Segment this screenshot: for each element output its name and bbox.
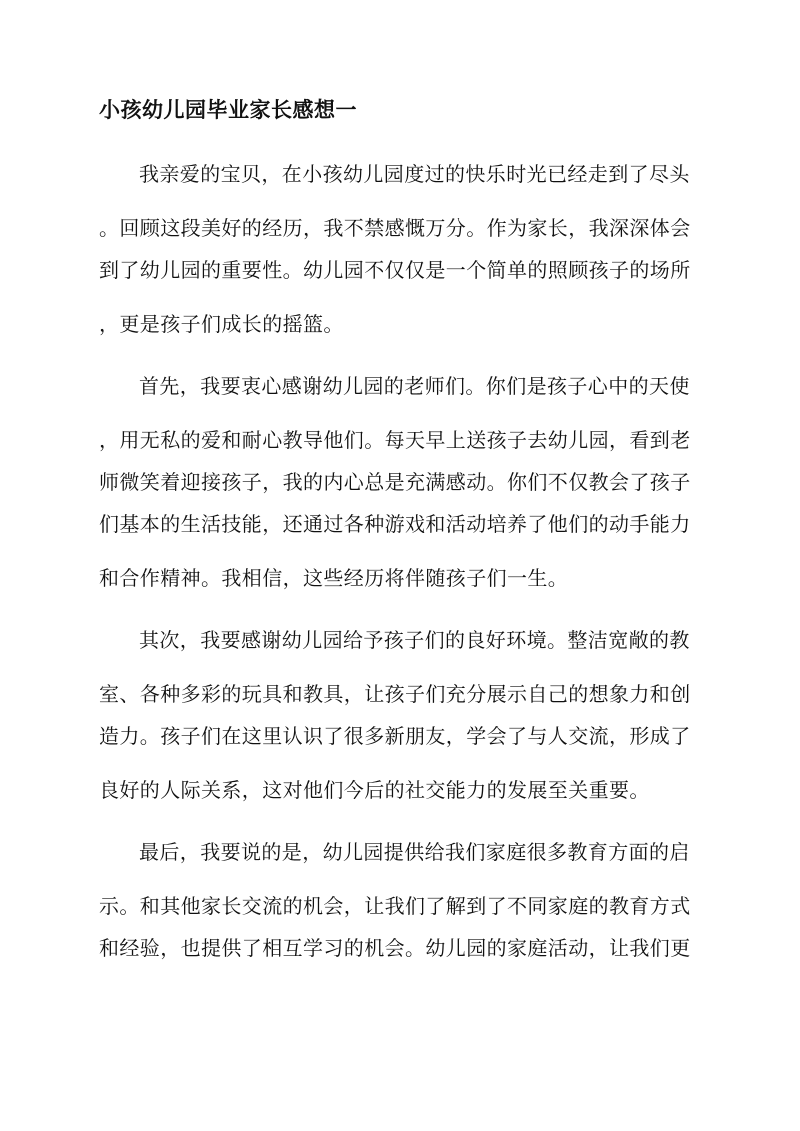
paragraph-4-line-1: 最后，我要说的是，幼儿园提供给我们家庭很多教育方面的启 (139, 840, 690, 864)
paragraph-2-line-1: 首先，我要衷心感谢幼儿园的老师们。你们是孩子心中的天使 (139, 374, 690, 398)
paragraph-2-line-4: 们基本的生活技能，还通过各种游戏和活动培养了他们的动手能力 (99, 512, 691, 536)
paragraph-4-line-2: 示。和其他家长交流的机会，让我们了解到了不同家庭的教育方式 (99, 894, 691, 918)
paragraph-1-line-2: 。回顾这段美好的经历，我不禁感慨万分。作为家长，我深深体会 (99, 216, 691, 240)
paragraph-2-line-2: ，用无私的爱和耐心教导他们。每天早上送孩子去幼儿园，看到老 (99, 428, 691, 452)
paragraph-2-line-3: 师微笑着迎接孩子，我的内心总是充满感动。你们不仅教会了孩子 (99, 470, 691, 494)
paragraph-4-line-3: 和经验，也提供了相互学习的机会。幼儿园的家庭活动，让我们更 (99, 936, 691, 960)
paragraph-3-line-2: 室、各种多彩的玩具和教具，让孩子们充分展示自己的想象力和创 (99, 682, 691, 706)
paragraph-1-line-3: 到了幼儿园的重要性。幼儿园不仅仅是一个简单的照顾孩子的场所 (99, 258, 691, 282)
paragraph-1-line-1: 我亲爱的宝贝，在小孩幼儿园度过的快乐时光已经走到了尽头 (139, 162, 690, 186)
paragraph-3-line-4: 良好的人际关系，这对他们今后的社交能力的发展至关重要。 (99, 778, 650, 802)
paragraph-3-line-1: 其次，我要感谢幼儿园给予孩子们的良好环境。整洁宽敞的教 (139, 628, 690, 652)
paragraph-2-line-5: 和合作精神。我相信，这些经历将伴随孩子们一生。 (99, 566, 569, 590)
paragraph-1-line-4: ，更是孩子们成长的摇篮。 (99, 312, 344, 336)
paragraph-3-line-3: 造力。孩子们在这里认识了很多新朋友，学会了与人交流，形成了 (99, 724, 691, 748)
document-title: 小孩幼儿园毕业家长感想一 (99, 97, 357, 122)
